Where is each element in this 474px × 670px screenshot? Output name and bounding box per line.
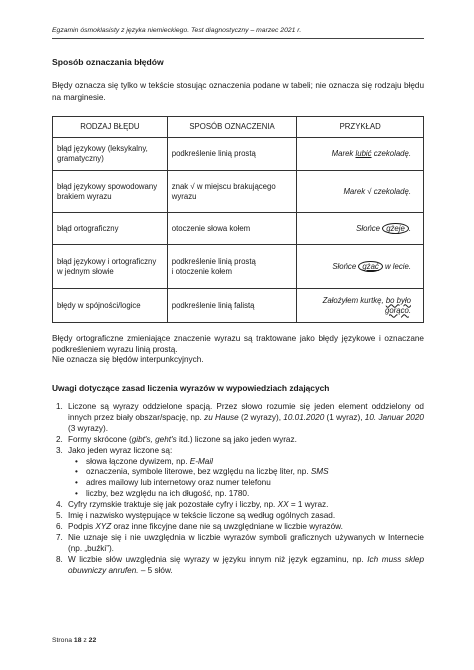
list-item: 8. W liczbie słów uwzględnia się wyrazy w języku innym niż język egzaminu, np. Ich muss sklep obuwniczy anrufen. – 5 słów. bbox=[56, 554, 424, 575]
column-header: PRZYKŁAD bbox=[297, 117, 424, 138]
marking-cell: znak √ w miejscu brakującego wyrazu bbox=[167, 171, 297, 213]
note-punctuation: Nie oznacza się błędów interpunkcyjnych. bbox=[52, 355, 204, 364]
list-item: 5. Imię i nazwisko występujące w tekście liczone są według ogólnych zasad. bbox=[56, 511, 336, 521]
page-footer: Strona 18 z 22 bbox=[52, 637, 97, 644]
marking-cell: podkreślenie linią prostą i otoczenie kołem bbox=[167, 245, 297, 289]
circled-word: gżeje bbox=[382, 223, 409, 234]
section-title-word-counting: Uwagi dotyczące zasad liczenia wyrazów w wypowiedziach zdających bbox=[52, 383, 330, 393]
table-row bbox=[53, 138, 424, 171]
list-item: 2. Formy skrócone (gibt's, geht's itd.) liczone są jako jeden wyraz. bbox=[56, 434, 297, 444]
note-ortho-errors: Błędy ortograficzne zmieniające znaczenie wyrazu są traktowane jako błędy językowe i oznaczane podkreśleniem wyrazu linią prostą. bbox=[52, 334, 424, 354]
table-row bbox=[53, 245, 424, 289]
example-cell: Słońce gżeje . bbox=[297, 213, 424, 245]
marking-cell: podkreślenie linią prostą bbox=[167, 138, 297, 171]
marking-cell: otoczenie słowa kołem bbox=[167, 213, 297, 245]
table-row bbox=[53, 171, 424, 213]
sub-list-item: • oznaczenia, symbole literowe, bez względu na liczbę liter, np. SMS bbox=[75, 467, 329, 477]
circled-underlined-word: gżać bbox=[358, 261, 382, 272]
word-counting-rules bbox=[52, 402, 424, 577]
example-cell: Marek lubić czekoladę. bbox=[297, 138, 424, 171]
sub-list-item: • słowa łączone dywizem, np. E-Mail bbox=[75, 456, 213, 466]
notes-paragraph bbox=[52, 334, 424, 366]
example-cell: Założyłem kurtkę, bo było gorąco. bbox=[297, 289, 424, 323]
error-type-cell: błąd językowy spowodowany brakiem wyrazu bbox=[53, 171, 168, 213]
error-type-cell: błąd ortograficzny bbox=[53, 213, 168, 245]
error-type-cell: błąd językowy (leksykalny, gramatyczny) bbox=[53, 138, 168, 171]
bullet-icon: • bbox=[75, 478, 78, 488]
sub-list bbox=[68, 457, 424, 501]
column-header: RODZAJ BŁĘDU bbox=[53, 117, 168, 138]
error-type-cell: błędy w spójności/logice bbox=[53, 289, 168, 323]
page-header: Egzamin ósmoklasisty z języka niemieckiego. Test diagnostyczny – marzec 2021 r. bbox=[52, 27, 424, 39]
error-marking-table bbox=[52, 116, 424, 323]
sub-list-item: • liczby, bez względu na ich długość, np. 1780. bbox=[75, 489, 250, 499]
bullet-icon: • bbox=[75, 467, 78, 477]
error-type-cell: błąd językowy i ortograficzny w jednym słowie bbox=[53, 245, 168, 289]
list-item: 6. Podpis XYZ oraz inne fikcyjne dane nie są uwzględniane w liczbie wyrazów. bbox=[56, 521, 343, 531]
example-cell: Marek √ czekoladę. bbox=[297, 171, 424, 213]
table-row bbox=[53, 289, 424, 323]
page-number: 18 bbox=[73, 637, 82, 644]
column-header: SPOSÓB OZNACZENIA bbox=[167, 117, 297, 138]
marking-cell: podkreślenie linią falistą bbox=[167, 289, 297, 323]
list-item: 7. Nie uznaje się i nie uwzględnia w liczbie wyrazów symboli graficznych używanych w Internecie (np. „buźki”). bbox=[56, 532, 424, 553]
page-total: 22 bbox=[88, 637, 97, 644]
list-item: 1. Liczone są wyrazy oddzielone spacją. Przez słowo rozumie się jeden element oddzielony od innych przez biały obszar/spację, np. zu Hause (2 wyrazy), 10.01.2020 (1 wyraz), 10. Januar 2020 (3 wyrazy). bbox=[56, 402, 424, 433]
bullet-icon: • bbox=[75, 456, 78, 466]
sub-list-item: • adres mailowy lub internetowy oraz numer telefonu bbox=[75, 478, 271, 488]
table-row bbox=[53, 213, 424, 245]
section-title-error-marking: Sposób oznaczania błędów bbox=[52, 57, 164, 67]
table-header-row bbox=[53, 117, 424, 138]
wavy-underlined-phrase: bo było gorąco bbox=[384, 295, 411, 315]
list-item: 4. Cyfry rzymskie traktuje się jak pozostałe cyfry i liczby, np. XX = 1 wyraz. bbox=[56, 500, 329, 510]
example-cell: Słońce gżać w lecie. bbox=[297, 245, 424, 289]
list-item: 3. Jako jeden wyraz liczone są: • słowa łączone dywizem, np. E-Mail • oznaczenia, symbole literowe, bez względu na liczbę liter, np. SMS • adres mailowy lub internetowy oraz numer telefonu • liczby, bez względu na ich długość, np. 1780. bbox=[52, 446, 424, 501]
underlined-word: lubić bbox=[355, 149, 372, 158]
section-intro: Błędy oznacza się tylko w tekście stosując oznaczenia podane w tabeli; nie oznacza się rodzaju błędu na marginesie. bbox=[52, 81, 424, 102]
bullet-icon: • bbox=[75, 489, 78, 499]
